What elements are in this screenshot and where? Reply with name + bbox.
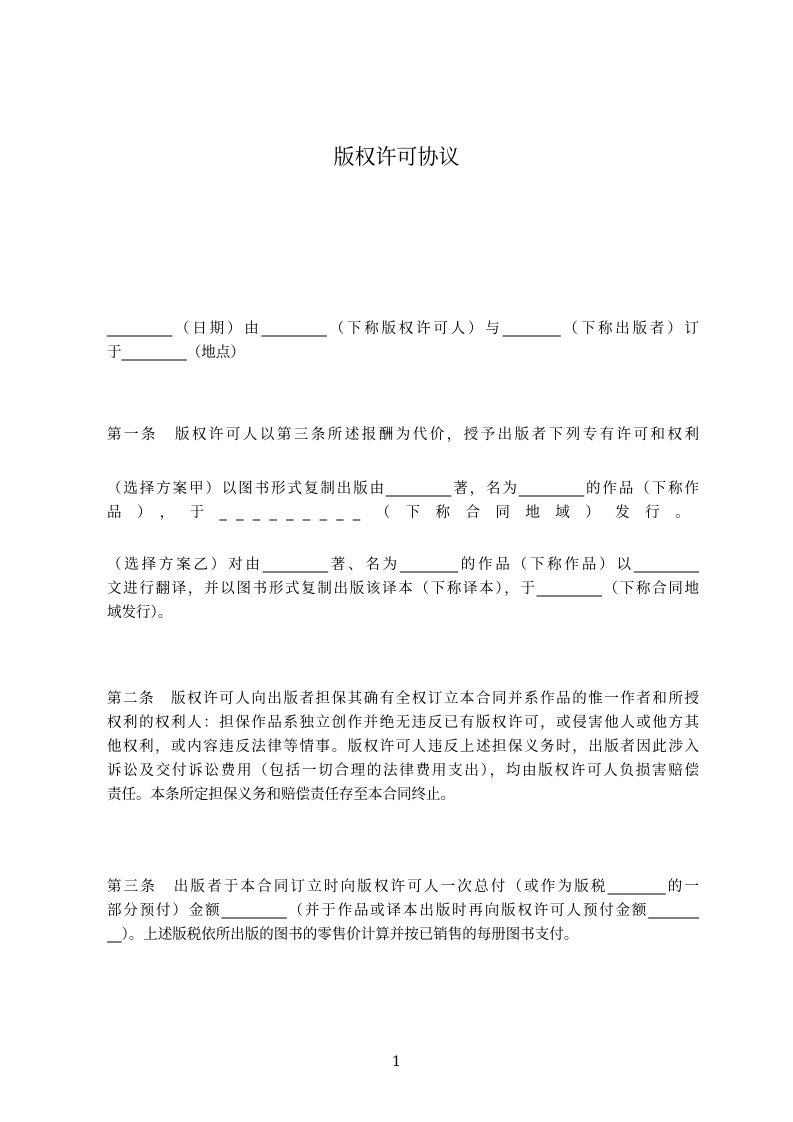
article-line: 第二条 版权许可人向出版者担保其确有全权订立本合同并系作品的惟一作者和所授 [107,691,699,707]
article-line: （选择方案甲）以图书形式复制出版由_________著，名为_________的作品（下称作 [107,481,699,497]
article-line: 文进行翻译，并以图书形式复制出版该译本（下称译本），于_________（下称合同地 [107,581,699,597]
article-1-option-a [107,477,699,525]
article-line: 部分预付）金额_________（并于作品或译本出版时再向版权许可人预付金额_______ [107,903,699,919]
article-line: 第三条 出版者于本合同订立时向版权许可人一次总付（或作为版税________的一 [107,879,699,895]
article-line: （选择方案乙）对由_________著、名为________的作品（下称作品）以_________ [107,557,699,573]
article-line: __）。上述版税依所出版的图书的零售价计算并按已销售的每册图书支付。 [107,927,579,943]
article-line: 他权利，或内容违反法律等情事。版权许可人违反上述担保义务时，出版者因此涉入 [107,739,699,755]
article-line: 责任。本条所定担保义务和赔偿责任存至本合同终止。 [107,787,455,803]
article-3 [107,875,699,947]
article-1-heading [107,423,699,447]
article-line: 权利的权利人：担保作品系独立创作并绝无违反已有版权许可，或侵害他人或他方其 [107,715,699,731]
preamble-line: 于_________（地点） [107,345,245,361]
article-1-option-b [107,553,699,625]
preamble [107,317,699,365]
page-number: 1 [392,1054,401,1070]
article-line: 品），于_________（下称合同地域）发行。 [107,505,699,521]
article-2 [107,687,699,807]
article-line: 诉讼及交付诉讼费用（包括一切合理的法律费用支出），均由版权许可人负损害赔偿 [107,763,699,779]
article-line: 第一条 版权许可人以第三条所述报酬为代价，授予出版者下列专有许可和权利 [107,427,699,443]
preamble-line: _________（日期）由_________（下称版权许可人）与________（下称出版者）订 [107,321,699,337]
article-line: 域发行）。 [107,605,173,621]
page-title: 版权许可协议 [333,145,460,169]
